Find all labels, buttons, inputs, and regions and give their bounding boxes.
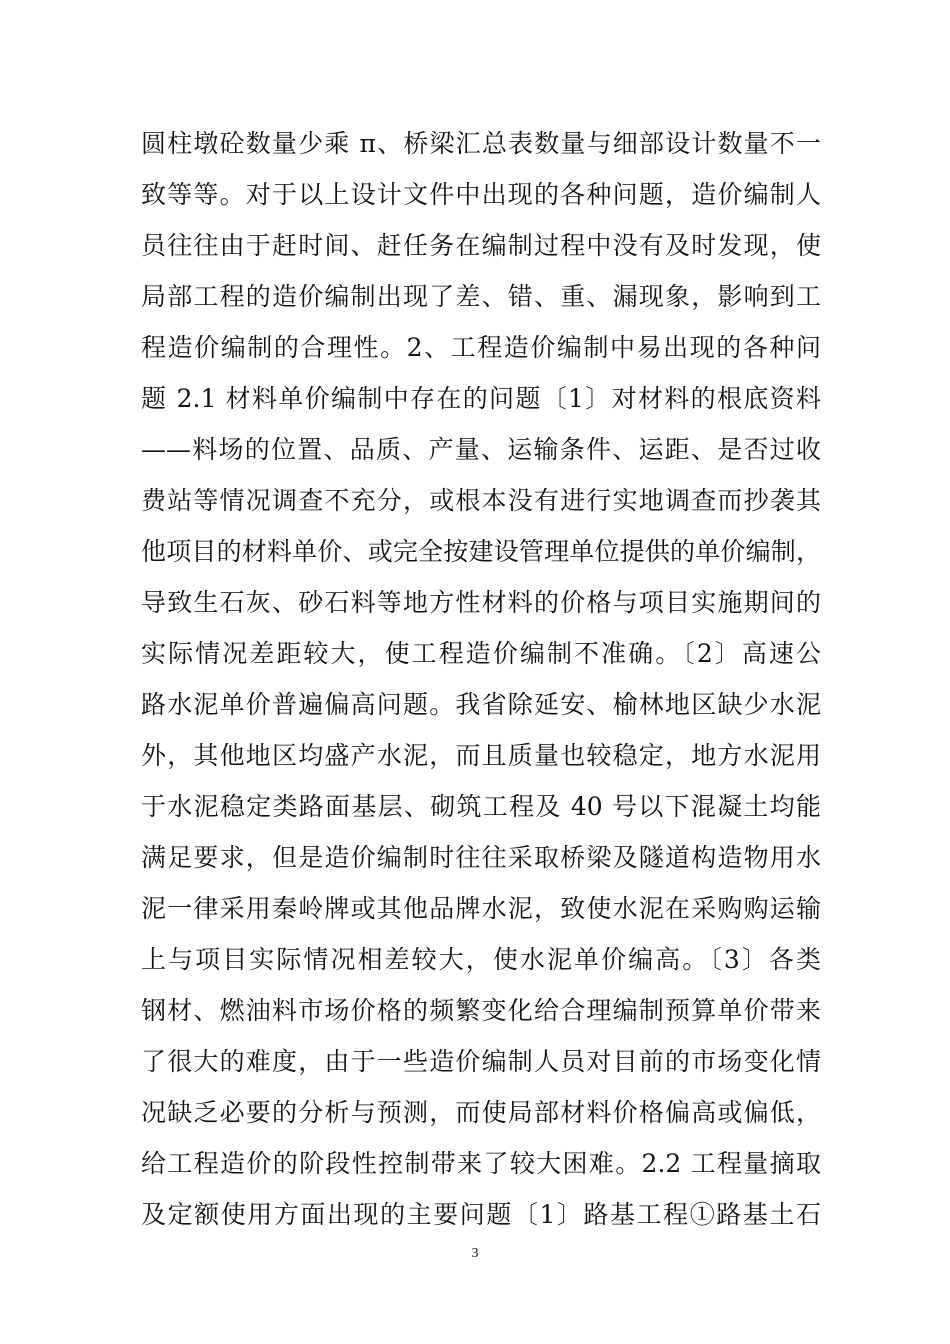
text-line: 他项目的材料单价、或完全按建设管理单位提供的单价编制， [141,537,821,566]
text-line: 题 2.1 材料单价编制中存在的问题〔1〕对材料的根底资料 [141,384,821,413]
text-line: 员往往由于赶时间、赶任务在编制过程中没有及时发现，使 [141,231,821,260]
text-line: 于水泥稳定类路面基层、砌筑工程及 40 号以下混凝土均能 [141,792,821,821]
body-text [141,118,821,1240]
text-line: 局部工程的造价编制出现了差、错、重、漏现象，影响到工 [141,282,821,311]
page-number: 3 [471,1246,479,1261]
text-line: 路水泥单价普遍偏高问题。我省除延安、榆林地区缺少水泥 [141,690,821,719]
text-line: 实际情况差距较大，使工程造价编制不准确。〔2〕高速公 [141,639,821,668]
text-line: 费站等情况调查不充分，或根本没有进行实地调查而抄袭其 [141,486,821,515]
text-line: 钢材、燃油料市场价格的频繁变化给合理编制预算单价带来 [141,996,821,1025]
text-line: 了很大的难度，由于一些造价编制人员对目前的市场变化情 [141,1047,821,1076]
text-line: 泥一律采用秦岭牌或其他品牌水泥，致使水泥在采购购运输 [141,894,821,923]
text-line: 外，其他地区均盛产水泥，而且质量也较稳定，地方水泥用 [141,741,821,770]
text-line: 导致生石灰、砂石料等地方性材料的价格与项目实施期间的 [141,588,821,617]
text-line: 致等等。对于以上设计文件中出现的各种问题，造价编制人 [141,180,821,209]
text-line: 程造价编制的合理性。2、工程造价编制中易出现的各种问 [141,333,821,362]
text-line: 上与项目实际情况相差较大，使水泥单价编高。〔3〕各类 [141,945,821,974]
text-line: 圆柱墩砼数量少乘 π、桥梁汇总表数量与细部设计数量不一 [141,129,821,158]
text-line: 况缺乏必要的分析与预测，而使局部材料价格偏高或偏低， [141,1098,821,1127]
text-line: 及定额使用方面出现的主要问题〔1〕路基工程①路基土石 [141,1200,821,1229]
text-line: 给工程造价的阶段性控制带来了较大困难。2.2 工程量摘取 [141,1149,821,1178]
text-line: ——料场的位置、品质、产量、运输条件、运距、是否过收 [141,435,821,464]
text-line: 满足要求，但是造价编制时往往采取桥梁及隧道构造物用水 [141,843,821,872]
